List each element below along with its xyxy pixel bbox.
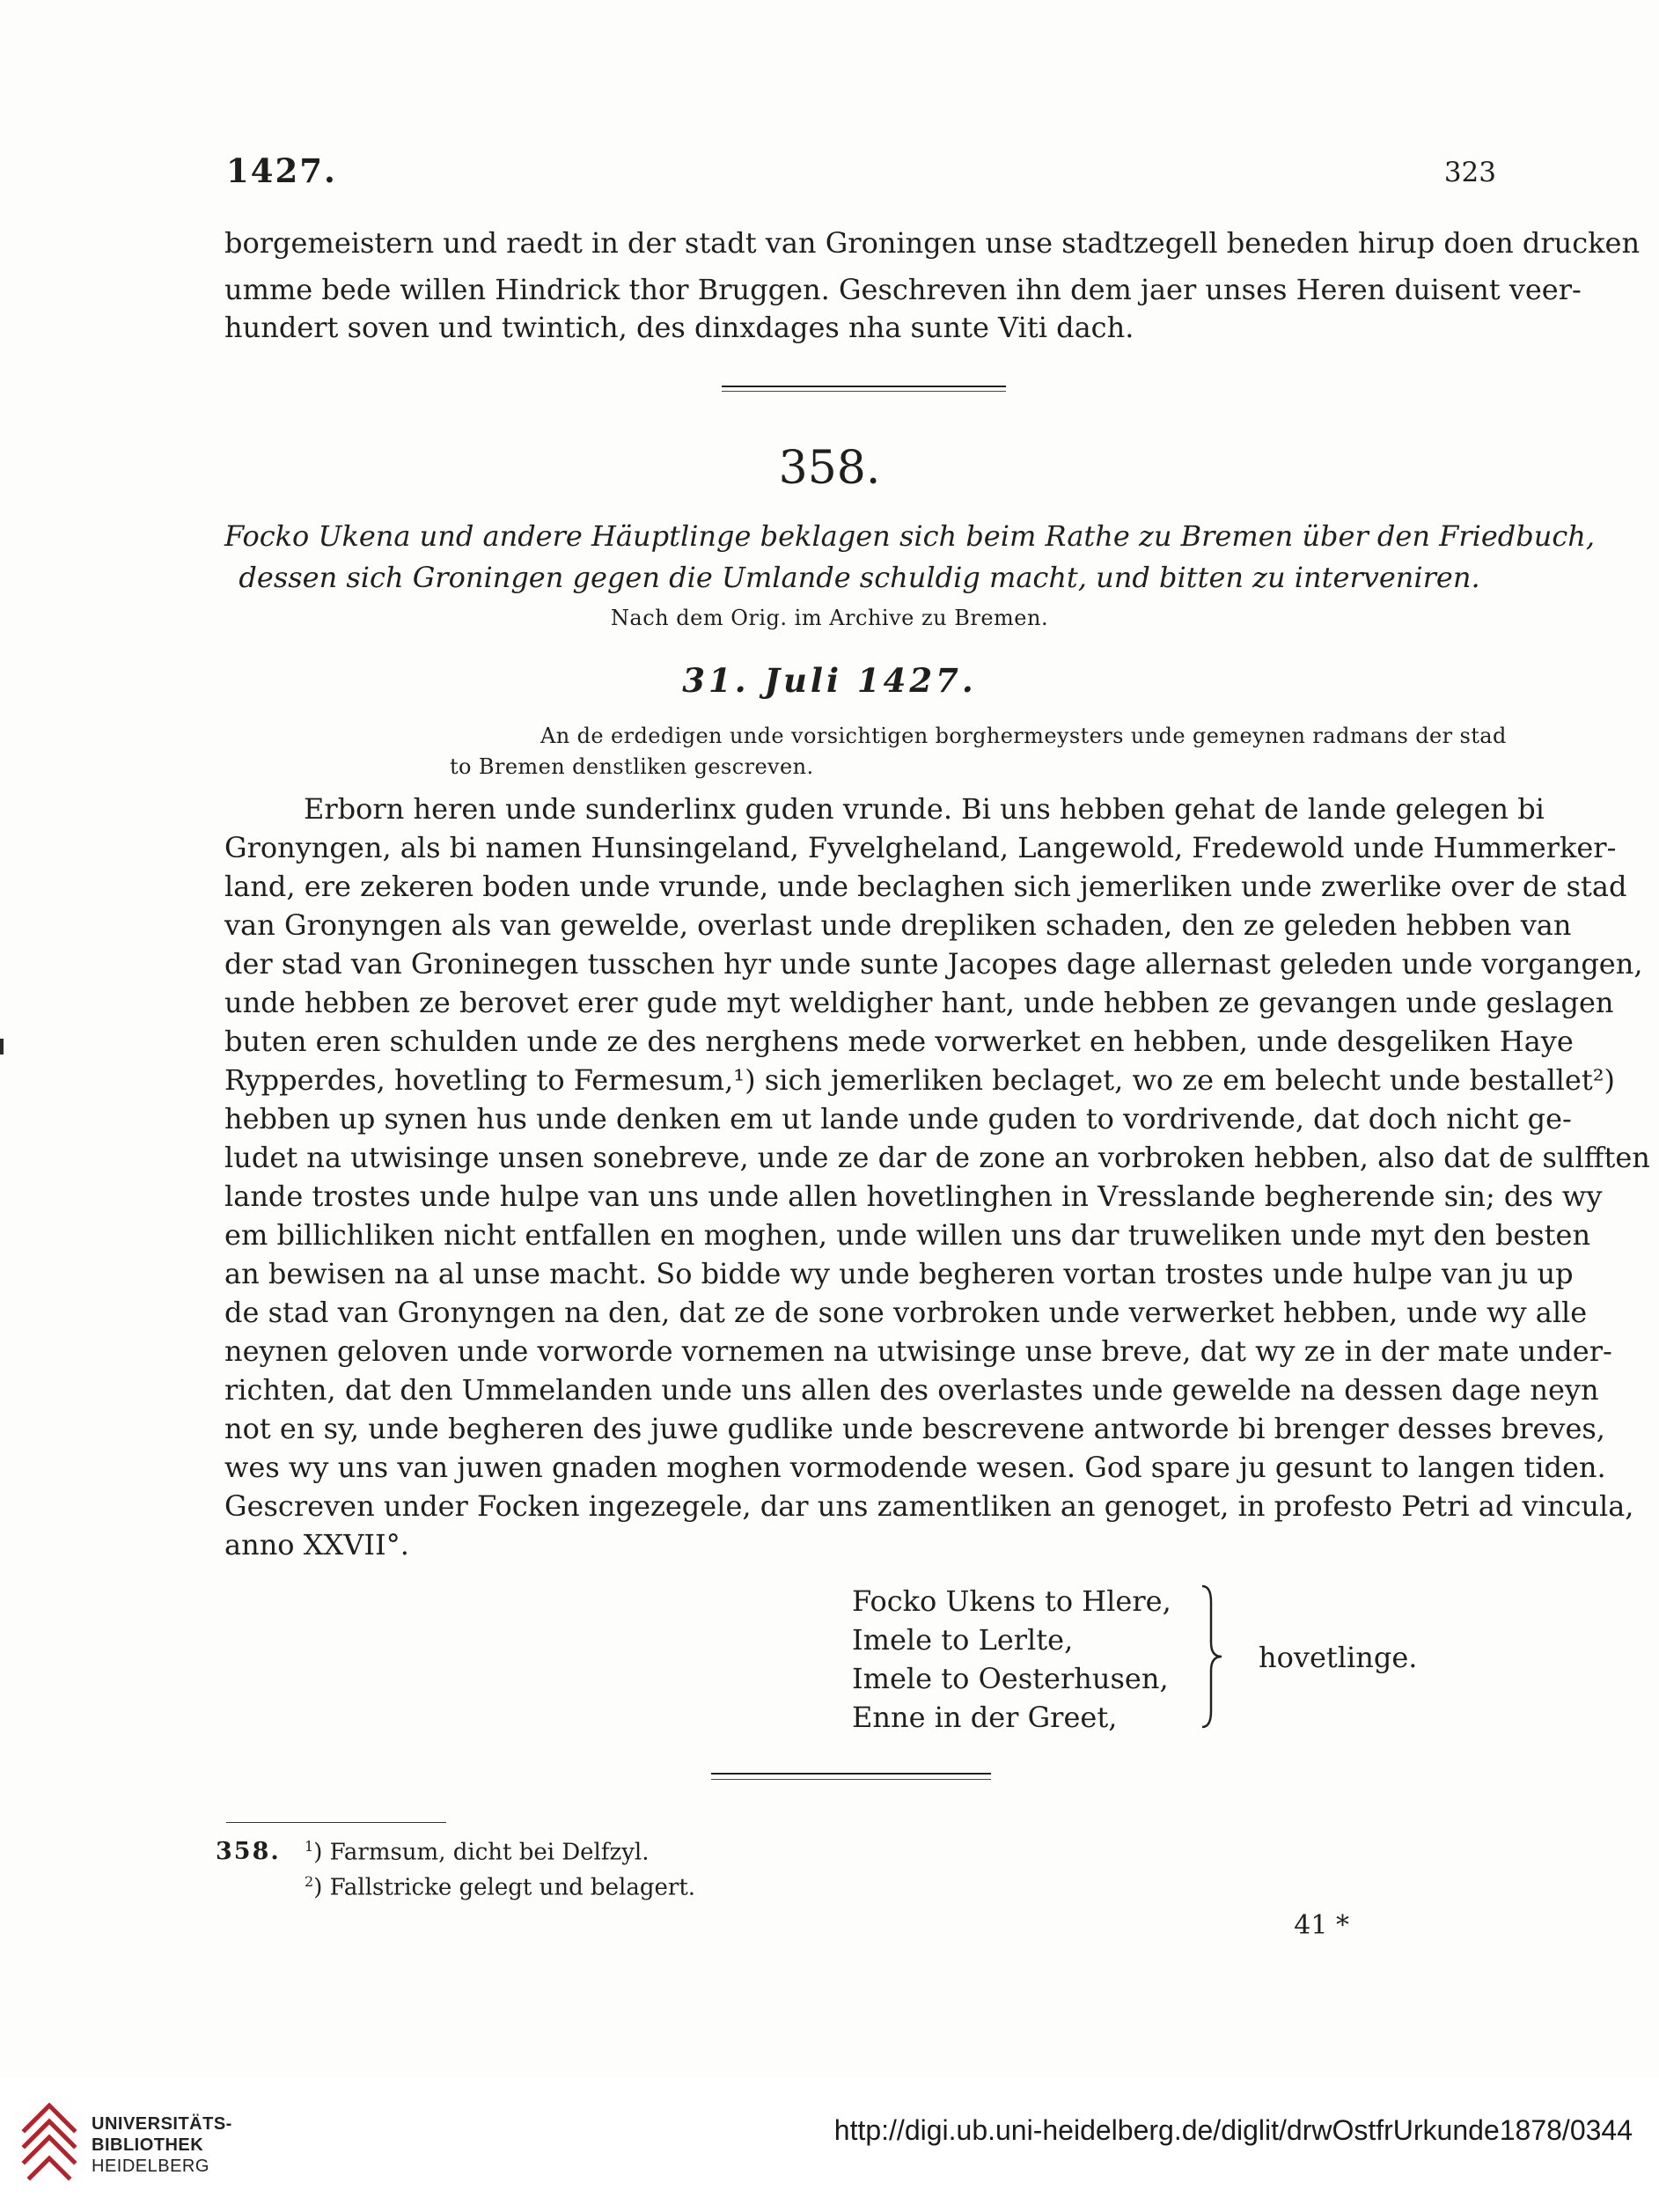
text-line: wes wy uns van juwen gnaden moghen vormodende wesen. God spare ju gesunt to langen tiden.	[224, 1451, 1606, 1484]
library-name-line: HEIDELBERG	[92, 2157, 209, 2176]
text-line: umme bede willen Hindrick thor Bruggen. Geschreven ihn dem jaer unses Heren duisent veer-	[224, 273, 1582, 306]
signatory: Focko Ukens to Hlere,	[852, 1584, 1171, 1618]
signatory: Imele to Oesterhusen,	[852, 1662, 1169, 1695]
source-note: Nach dem Orig. im Archive zu Bremen.	[610, 606, 1049, 630]
text-line: de stad van Gronyngen na den, dat ze de sone vorbroken unde verwerket hebben, unde wy alle	[224, 1296, 1588, 1329]
address-line: to Bremen denstliken gescreven.	[450, 754, 814, 779]
text-line: em billichliken nicht entfallen en moghen, unde willen uns dar truweliken unde myt den besten	[224, 1218, 1591, 1252]
footnote: $^1$) Farmsum, dicht bei Delfzyl.	[305, 1838, 650, 1866]
permalink-url[interactable]: http://digi.ub.uni-heidelberg.de/diglit/drwOstfrUrkunde1878/0344	[833, 2114, 1633, 2146]
signatory-role: hovetlinge.	[1259, 1641, 1418, 1674]
text-line: hundert soven und twintich, des dinxdages nha sunte Viti dach.	[224, 311, 1134, 344]
text-line: buten eren schulden unde ze des nerghens mede vorwerket en hebben, unde desgeliken Haye	[224, 1025, 1574, 1058]
text-line: anno XXVII°.	[224, 1528, 409, 1562]
footnote-mark: 1	[305, 1838, 314, 1855]
text-line: not en sy, unde begheren des juwe gudlike unde bescrevene antworde bi brenger desses breves,	[224, 1412, 1605, 1445]
text-line: unde hebben ze berovet erer gude myt weldigher hant, unde hebben ze gevangen unde geslagen	[224, 986, 1614, 1019]
text-line: an bewisen na al unse macht. So bidde wy unde begheren vortan trostes unde hulpe van ju up	[224, 1257, 1574, 1290]
footnote-text: Fallstricke gelegt und belagert.	[329, 1874, 696, 1901]
text-line: neynen geloven unde vorworde vornemen na utwisinge unse breve, dat wy ze in der mate under-	[224, 1334, 1612, 1368]
page-number: 323	[1443, 157, 1496, 188]
text-line: Gescreven under Focken ingezegele, dar uns zamentliken an genoget, in profesto Petri ad vincula,	[224, 1489, 1634, 1523]
signatory: Enne in der Greet,	[852, 1701, 1118, 1734]
library-logo-icon	[18, 2095, 81, 2190]
signatory: Imele to Lerlte,	[852, 1623, 1074, 1657]
text-line: borgemeistern und raedt in der stadt van Groningen unse stadtzegell beneden hirup doen drucken	[224, 226, 1641, 260]
printer-signature-mark: 41 *	[1294, 1910, 1349, 1941]
text-line: Erborn heren unde sunderlinx guden vrunde. Bi uns hebben gehat de lande gelegen bi	[304, 792, 1545, 826]
document-date: 31. Juli 1427.	[682, 661, 977, 700]
text-line: der stad van Groninegen tusschen hyr unde sunte Jacopes dage allernast geleden unde vorgangen,	[224, 947, 1643, 981]
running-header-year: 1427.	[226, 151, 337, 190]
section-divider	[722, 386, 1006, 387]
scan-edge-mark	[0, 1039, 4, 1055]
footnote-rule	[226, 1822, 446, 1823]
footnote-text: Farmsum, dicht bei Delfzyl.	[329, 1839, 650, 1866]
text-line: land, ere zekeren boden unde vrunde, unde beclaghen sich jemerliken unde zwerlike over de stad	[224, 870, 1627, 903]
text-line: lande trostes unde hulpe van uns unde allen hovetlinghen in Vresslande begherende sin; des wy	[224, 1179, 1603, 1213]
section-divider-thin	[722, 391, 1006, 392]
end-divider	[711, 1773, 991, 1775]
text-line: Gronyngen, als bi namen Hunsingeland, Fyvelgheland, Langewold, Fredewold unde Hummerker-	[224, 831, 1617, 864]
text-line: hebben up synen hus unde denken em ut lande unde guden to vordrivende, dat doch nicht ge-	[224, 1102, 1572, 1135]
library-footer	[0, 2077, 1659, 2212]
text-line: ludet na utwisinge unsen sonebreve, unde ze dar de zone an vorbroken hebben, also dat de sulfften	[224, 1141, 1650, 1174]
footnote-mark: 2	[305, 1873, 314, 1890]
document-title-line: dessen sich Groningen gegen die Umlande schuldig macht, und bitten zu interveniren.	[239, 561, 1480, 594]
address-line: An de erdedigen unde vorsichtigen borghermeysters unde gemeynen radmans der stad	[540, 724, 1507, 748]
document-number: 358.	[778, 442, 881, 495]
library-name-line: UNIVERSITÄTS-	[92, 2114, 232, 2134]
text-line: van Gronyngen als van gewelde, overlast unde drepliken schaden, den ze geleden hebben van	[224, 908, 1572, 942]
library-name-line: BIBLIOTHEK	[92, 2135, 204, 2155]
footnote: $^2$) Fallstricke gelegt und belagert.	[305, 1873, 696, 1901]
text-line: richten, dat den Ummelanden unde uns allen des overlastes unde gewelde na dessen dage neyn	[224, 1373, 1599, 1407]
curly-brace-icon	[1199, 1584, 1225, 1729]
footnote-document-number: 358.	[216, 1838, 281, 1865]
end-divider-thin	[711, 1779, 991, 1780]
document-title-line: Focko Ukena und andere Häuptlinge beklagen sich beim Rathe zu Bremen über den Friedbuch,	[224, 519, 1596, 553]
text-line: Rypperdes, hovetling to Fermesum,¹) sich jemerliken beclaget, wo ze em belecht unde bestallet²)	[224, 1063, 1616, 1097]
